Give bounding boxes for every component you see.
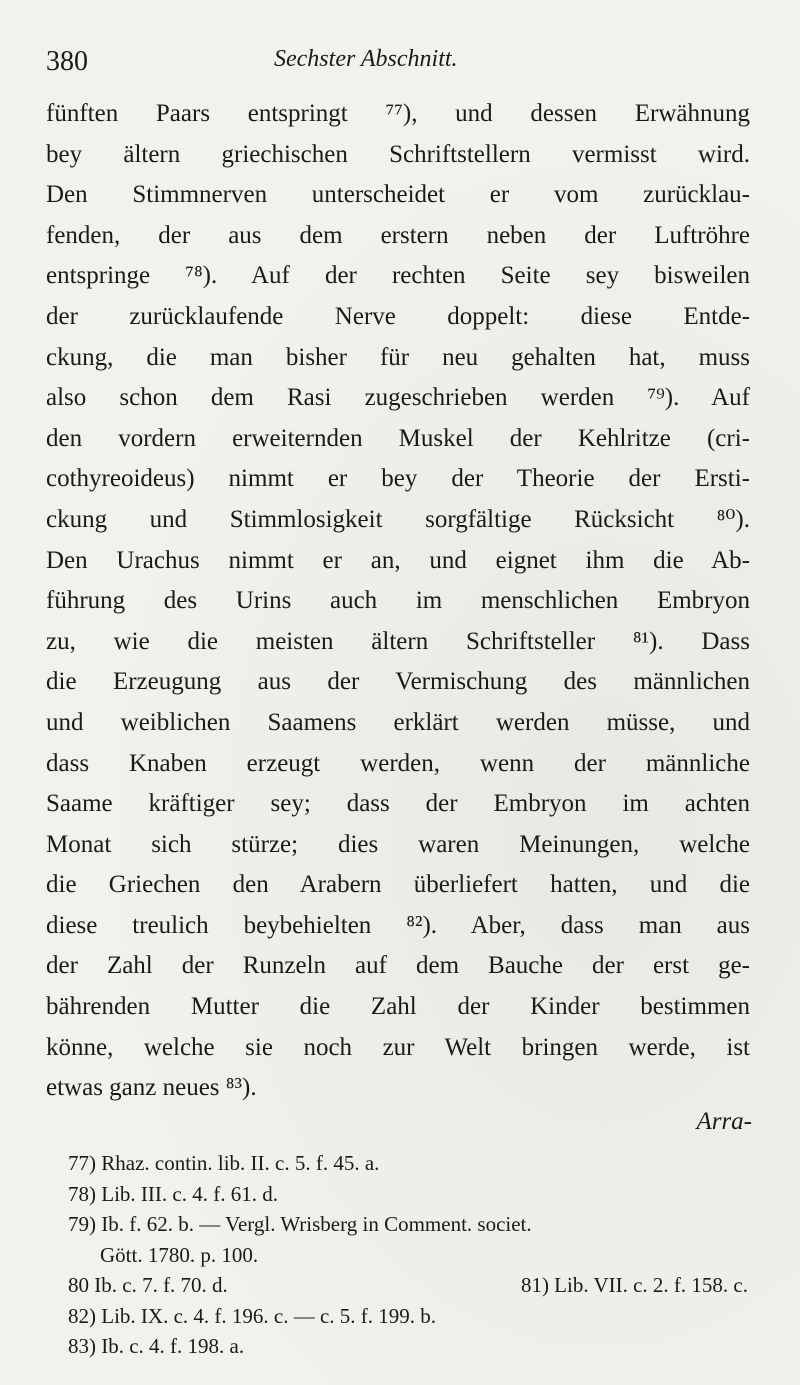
footnote-83: 83) Ib. c. 4. f. 198. a. — [68, 1334, 245, 1358]
text-line: also schon dem Rasi zugeschrieben werden ⁷⁹). Auf — [46, 384, 750, 412]
text-line: cothyreoideus) nimmt er bey der Theorie der Ersti- — [46, 465, 750, 493]
page-header — [46, 40, 746, 80]
catchword: Arra- — [696, 1108, 752, 1135]
footnote-row-80-81 — [68, 1270, 758, 1301]
page-number: 380 — [46, 46, 88, 77]
footnote-80: 80 Ib. c. 7. f. 70. d. — [68, 1273, 228, 1297]
text-line: die Erzeugung aus der Vermischung des männlichen — [46, 668, 750, 696]
text-line: der zurücklaufende Nerve doppelt: diese Entde- — [46, 302, 750, 330]
text-line: die Griechen den Arabern überliefert hatten, und die — [46, 871, 750, 899]
text-line: etwas ganz neues ⁸³). — [46, 1074, 257, 1102]
text-line: Den Urachus nimmt er an, und eignet ihm die Ab- — [46, 546, 750, 574]
footnote-79-continued: Gött. 1780. p. 100. — [100, 1242, 259, 1267]
main-text — [46, 94, 750, 1109]
text-line: fünften Paars entspringt ⁷⁷), und dessen Erwähnung — [46, 100, 750, 127]
footnote-82: 82) Lib. IX. c. 4. f. 196. c. — c. 5. f. 199. b. — [68, 1303, 437, 1328]
text-line: zu, wie die meisten ältern Schriftsteller ⁸¹). Dass — [46, 627, 750, 655]
text-line: dass Knaben erzeugt werden, wenn der männliche — [46, 749, 750, 777]
text-line: ckung und Stimmlosigkeit sorgfältige Rücksicht ⁸⁰). — [46, 505, 750, 533]
text-line: fenden, der aus dem erstern neben der Luftröhre — [46, 221, 750, 249]
footnote-77: 77) Rhaz. contin. lib. II. c. 5. f. 45. a. — [68, 1151, 380, 1175]
footnote-78: 78) Lib. III. c. 4. f. 61. d. — [68, 1181, 278, 1206]
text-line: und weiblichen Saamens erklärt werden müsse, und — [46, 708, 750, 736]
footnote-79: 79) Ib. f. 62. b. — Vergl. Wrisberg in Comment. societ. — [68, 1212, 532, 1236]
text-line: den vordern erweiternden Muskel der Kehlritze (cri- — [46, 424, 750, 452]
text-line: der Zahl der Runzeln auf dem Bauche der erst ge- — [46, 952, 750, 980]
text-line: Monat sich stürze; dies waren Meinungen, welche — [46, 830, 750, 858]
text-line: ckung, die man bisher für neu gehalten hat, muss — [46, 343, 750, 371]
running-head: Sechster Abschnitt. — [274, 46, 458, 72]
text-line: bährenden Mutter die Zahl der Kinder bestimmen — [46, 993, 750, 1021]
footnotes — [68, 1148, 758, 1362]
text-line: bey ältern griechischen Schriftstellern vermisst wird. — [46, 140, 750, 168]
text-line: könne, welche sie noch zur Welt bringen werde, ist — [46, 1033, 750, 1061]
text-line: Den Stimmnerven unterscheidet er vom zurücklau- — [46, 181, 750, 209]
text-line: entspringe ⁷⁸). Auf der rechten Seite sey bisweilen — [46, 262, 750, 290]
footnote-81: 81) Lib. VII. c. 2. f. 158. c. — [520, 1273, 748, 1297]
text-line: führung des Urins auch im menschlichen Embryon — [46, 587, 750, 615]
text-line: diese treulich beybehielten ⁸²). Aber, dass man aus — [46, 911, 750, 939]
text-line: Saame kräftiger sey; dass der Embryon im achten — [46, 790, 750, 818]
